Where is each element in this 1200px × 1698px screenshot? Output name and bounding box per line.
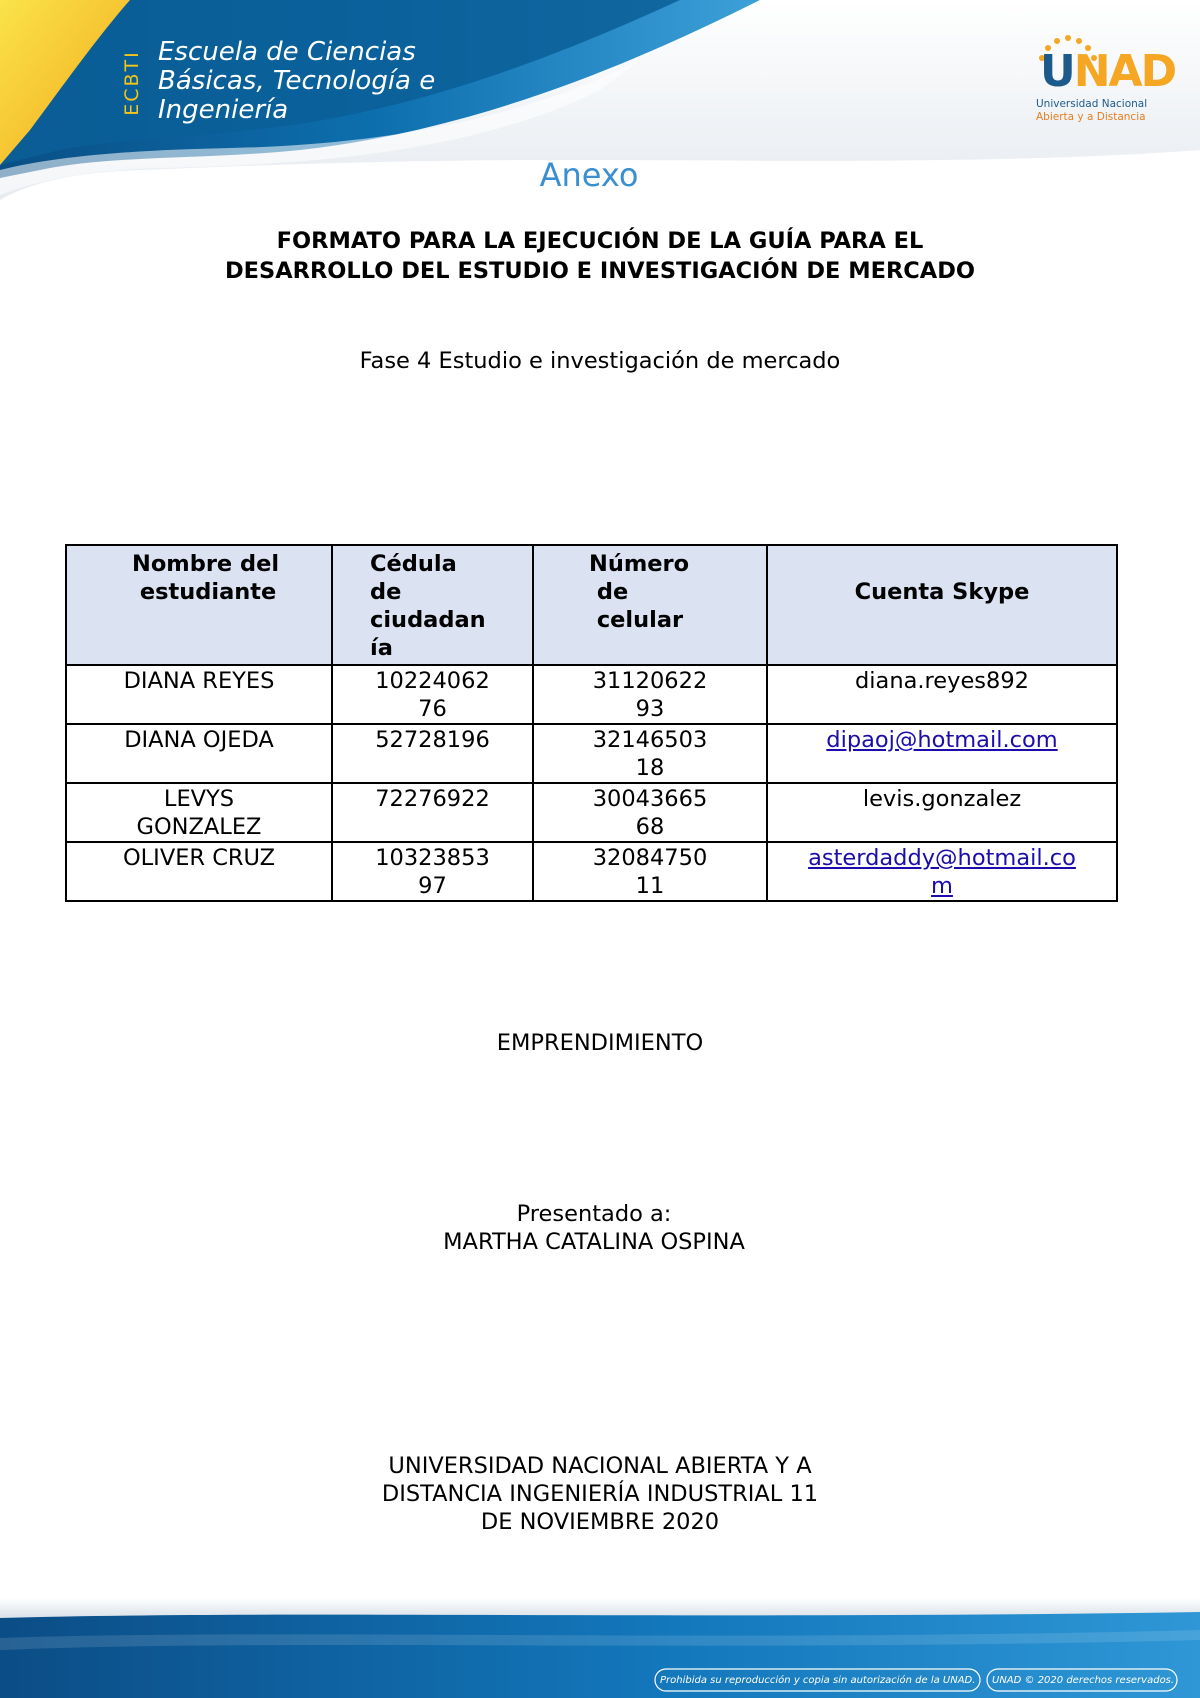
cell-skype-account: levis.gonzalez [767, 783, 1117, 842]
cell-phone-number: 32084750 11 [533, 842, 767, 901]
header-skype-account: Cuenta Skype [767, 545, 1117, 665]
cell-student-name: OLIVER CRUZ [66, 842, 332, 901]
school-line-2: Básicas, Tecnología e [158, 66, 436, 96]
university-line-1: UNIVERSIDAD NACIONAL ABIERTA Y A [388, 1453, 812, 1479]
university-line-3: DE NOVIEMBRE 2020 [480, 1509, 720, 1535]
header-id-number: Cédula de ciudadan ía [332, 545, 533, 665]
cell-student-name: LEVYS GONZALEZ [66, 783, 332, 842]
skype-email-link[interactable]: asterdaddy@hotmail.co m [808, 845, 1076, 899]
header-phone-number: Número de celular [533, 545, 767, 665]
table-row [66, 783, 1117, 842]
cell-id-number: 10323853 97 [332, 842, 533, 901]
footer-notice: Prohibida su reproducción y copia sin autorización de la UNAD. [660, 1675, 976, 1686]
footer-copyright: UNAD © 2020 derechos reservados. [992, 1675, 1175, 1686]
skype-email-link[interactable]: dipaoj@hotmail.com [826, 727, 1058, 753]
unad-logo [1030, 28, 1176, 128]
cell-student-name: DIANA REYES [66, 665, 332, 724]
cell-skype-account: diana.reyes892 [767, 665, 1117, 724]
format-title [0, 226, 1200, 286]
cell-skype-account [767, 724, 1117, 783]
cell-skype-account [767, 842, 1117, 901]
cell-id-number: 72276922 [332, 783, 533, 842]
school-line-3: Ingeniería [158, 95, 289, 125]
table-row [66, 724, 1117, 783]
school-line-1: Escuela de Ciencias [158, 37, 416, 67]
students-table [65, 544, 1118, 902]
ecbti-text: ECBTI [121, 50, 144, 116]
cell-phone-number: 30043665 68 [533, 783, 767, 842]
cell-student-name: DIANA OJEDA [66, 724, 332, 783]
presented-to-label: Presentado a: [516, 1201, 672, 1227]
table-row [66, 842, 1117, 901]
cell-id-number: 52728196 [332, 724, 533, 783]
cell-id-number: 10224062 76 [332, 665, 533, 724]
university-line-2: DISTANCIA INGENIERÍA INDUSTRIAL 11 [381, 1481, 819, 1507]
table-row [66, 665, 1117, 724]
logo-letter-u: U [1040, 46, 1074, 97]
presented-to-name: MARTHA CATALINA OSPINA [443, 1229, 745, 1255]
project-name: EMPRENDIMIENTO [496, 1030, 704, 1056]
logo-letters-nad: NAD [1073, 46, 1176, 97]
logo-subtitle [1036, 98, 1147, 124]
cell-phone-number: 32146503 18 [533, 724, 767, 783]
logo-wordmark [1040, 46, 1176, 97]
format-title-line-1: FORMATO PARA LA EJECUCIÓN DE LA GUÍA PARA EL [276, 228, 924, 254]
ecbti-acronym [119, 40, 145, 126]
presented-to [0, 1200, 1188, 1256]
university-block [0, 1452, 1200, 1536]
phase-subtitle: Fase 4 Estudio e investigación de mercado [359, 348, 841, 374]
header-student-name: Nombre del estudiante [66, 545, 332, 665]
logo-subtitle-line-2: Abierta y a Distancia [1036, 111, 1146, 123]
school-name [158, 38, 435, 125]
logo-subtitle-line-1: Universidad Nacional [1036, 98, 1148, 110]
format-title-line-2: DESARROLLO DEL ESTUDIO E INVESTIGACIÓN DE MERCADO [224, 258, 976, 284]
annex-title: Anexo [539, 156, 639, 194]
table-header-row [66, 545, 1117, 665]
cell-phone-number: 31120622 93 [533, 665, 767, 724]
